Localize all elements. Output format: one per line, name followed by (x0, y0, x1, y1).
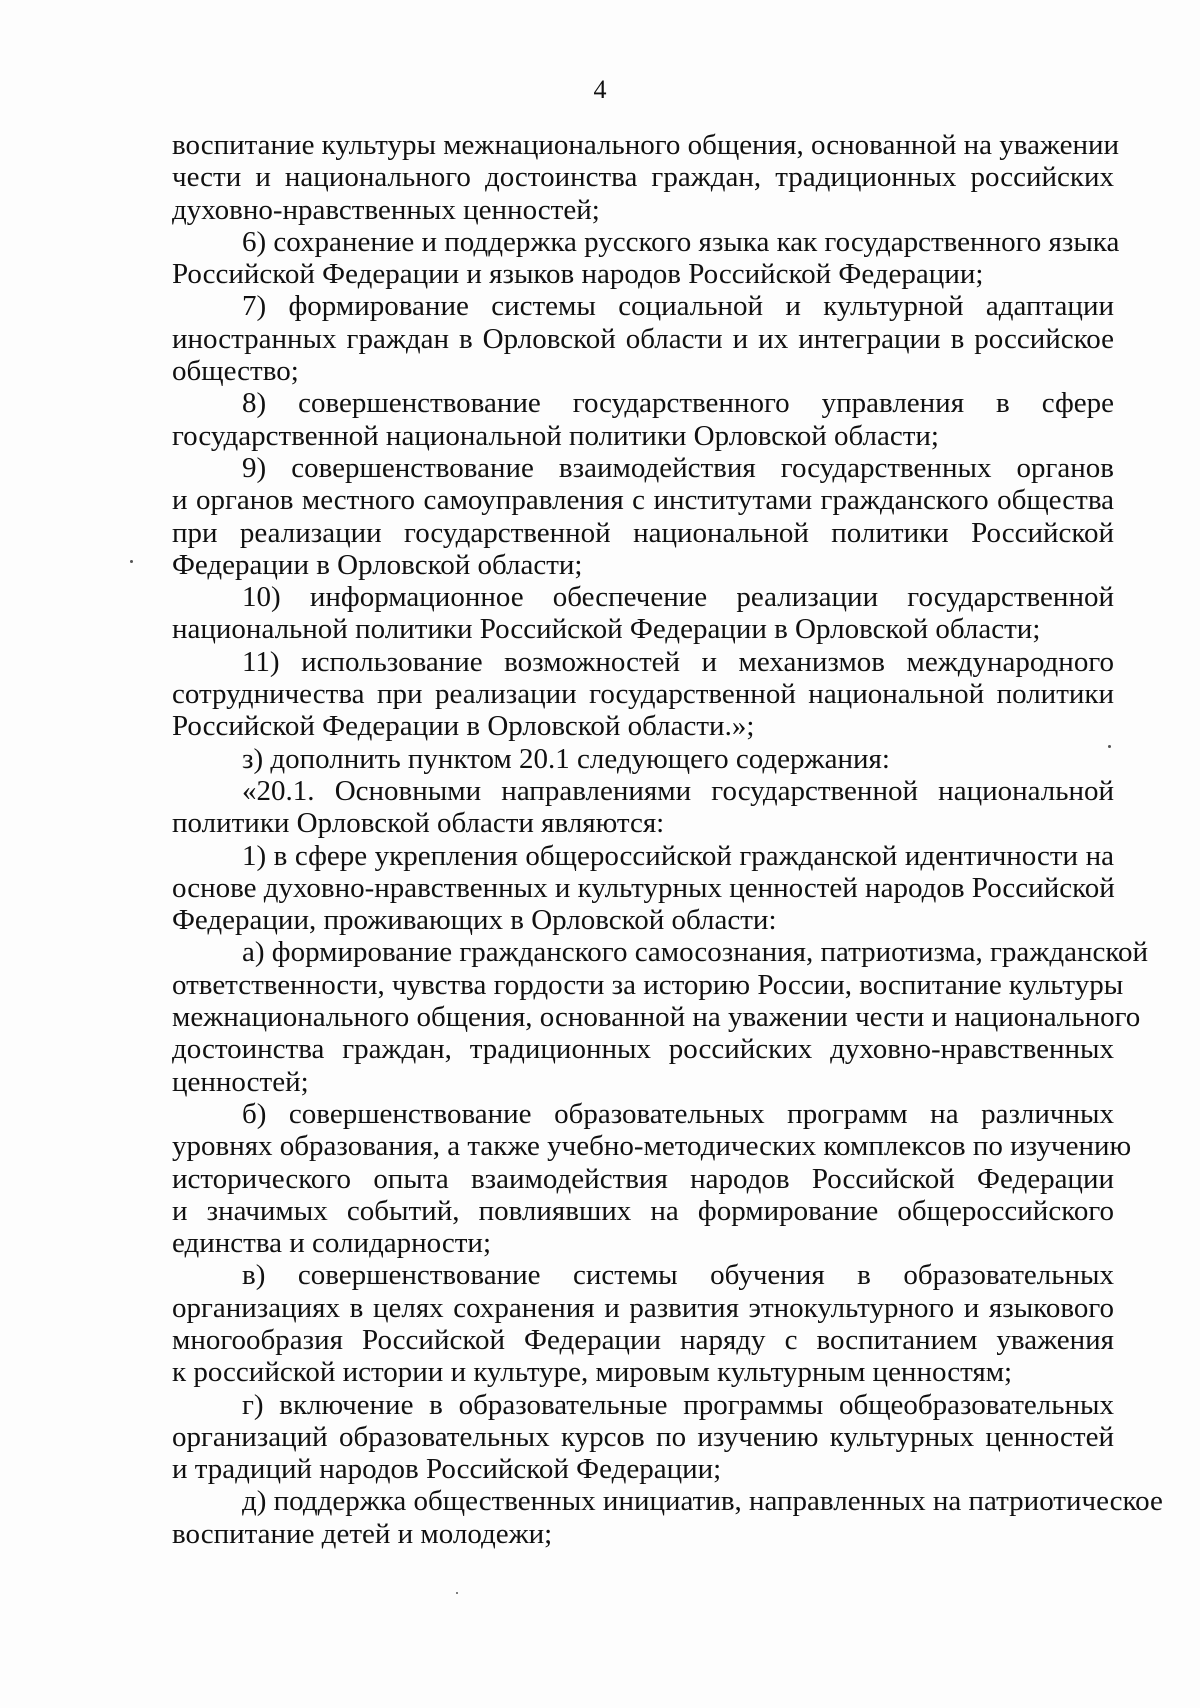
paragraph (172, 1389, 1114, 1486)
text-line: д) поддержка общественных инициатив, направленных на патриотическое (242, 1485, 1163, 1518)
text-line: ценностей; (172, 1065, 309, 1098)
paragraph (172, 1097, 1132, 1260)
text-line: а) формирование гражданского самосознания, патриотизма, гражданской (242, 936, 1148, 969)
paragraph (172, 1485, 1163, 1550)
text-line: в) совершенствование системы обучения в образовательных (242, 1259, 1114, 1292)
text-line: достоинства граждан, традиционных российских духовно-нравственных (172, 1033, 1114, 1066)
paragraph (172, 290, 1114, 387)
text-line: политики Орловской области являются: (172, 807, 665, 840)
paragraph (172, 743, 1114, 775)
text-line: Федерации в Орловской области; (172, 548, 583, 581)
text-line: основе духовно-нравственных и культурных ценностей народов Российской (172, 871, 1115, 904)
paragraph (172, 1259, 1114, 1388)
text-line: организациях в целях сохранения и развития этнокультурного и языкового (172, 1291, 1114, 1324)
paragraph (172, 775, 1114, 840)
text-line: духовно-нравственных ценностей; (172, 193, 600, 226)
text-line: воспитание детей и молодежи; (172, 1517, 553, 1550)
scan-speck (130, 560, 133, 563)
paragraph (172, 129, 1120, 226)
document-body (172, 129, 1163, 1550)
text-line: исторического опыта взаимодействия народов Российской Федерации (172, 1162, 1114, 1195)
text-line: чести и национального достоинства граждан, традиционных российских (172, 161, 1114, 194)
text-line: 7) формирование системы социальной и культурной адаптации (242, 290, 1114, 323)
text-line: иностранных граждан в Орловской области и их интеграции в российское (172, 322, 1114, 355)
paragraph (172, 581, 1114, 646)
paragraph (172, 225, 1120, 291)
text-line: Российской Федерации в Орловской области.»; (172, 710, 755, 743)
paragraph (172, 840, 1114, 937)
text-line: государственной национальной политики Орловской области; (172, 419, 939, 452)
paragraph (172, 936, 1148, 1098)
text-line: к российской истории и культуре, мировым культурным ценностям; (172, 1356, 1013, 1389)
paragraph (172, 646, 1114, 743)
text-line: при реализации государственной национальной политики Российской (172, 516, 1114, 549)
text-line: 9) совершенствование взаимодействия государственных органов (242, 451, 1114, 484)
text-line: организаций образовательных курсов по изучению культурных ценностей (172, 1420, 1114, 1453)
text-line: ответственности, чувства гордости за историю России, воспитание культуры (172, 968, 1124, 1001)
text-line: з) дополнить пунктом 20.1 следующего содержания: (242, 742, 890, 775)
text-line: и значимых событий, повлиявших на формирование общероссийского (172, 1194, 1114, 1227)
text-line: 8) совершенствование государственного управления в сфере (242, 387, 1114, 420)
text-line: уровнях образования, а также учебно-методических комплексов по изучению (172, 1130, 1132, 1163)
text-line: межнационального общения, основанной на уважении чести и национального (172, 1001, 1141, 1034)
text-line: г) включение в образовательные программы общеобразовательных (242, 1388, 1114, 1421)
page-number: 4 (593, 75, 607, 104)
text-line: б) совершенствование образовательных программ на различных (242, 1097, 1114, 1130)
text-line: национальной политики Российской Федерации в Орловской области; (172, 613, 1041, 646)
text-line: общество; (172, 355, 299, 388)
scan-speck (456, 1592, 458, 1594)
text-line: Российской Федерации и языков народов Российской Федерации; (172, 258, 984, 291)
text-line: Федерации, проживающих в Орловской области: (172, 904, 777, 937)
text-line: многообразия Российской Федерации наряду с воспитанием уважения (172, 1323, 1114, 1356)
paragraph (172, 452, 1114, 581)
text-line: единства и солидарности; (172, 1227, 491, 1260)
paragraph (172, 387, 1114, 452)
text-line: 6) сохранение и поддержка русского языка как государственного языка (242, 225, 1120, 258)
text-line: и органов местного самоуправления с институтами гражданского общества (172, 484, 1114, 517)
scan-speck (1108, 745, 1111, 748)
text-line: 11) использование возможностей и механизмов международного (242, 645, 1114, 678)
text-line: сотрудничества при реализации государственной национальной политики (172, 678, 1114, 711)
text-line: 10) информационное обеспечение реализации государственной (242, 581, 1114, 614)
text-line: воспитание культуры межнационального общения, основанной на уважении (172, 129, 1120, 161)
text-line: 1) в сфере укрепления общероссийской гражданской идентичности на (242, 839, 1114, 872)
text-line: и традиций народов Российской Федерации; (172, 1453, 722, 1486)
text-line: «20.1. Основными направлениями государственной национальной (242, 774, 1114, 807)
